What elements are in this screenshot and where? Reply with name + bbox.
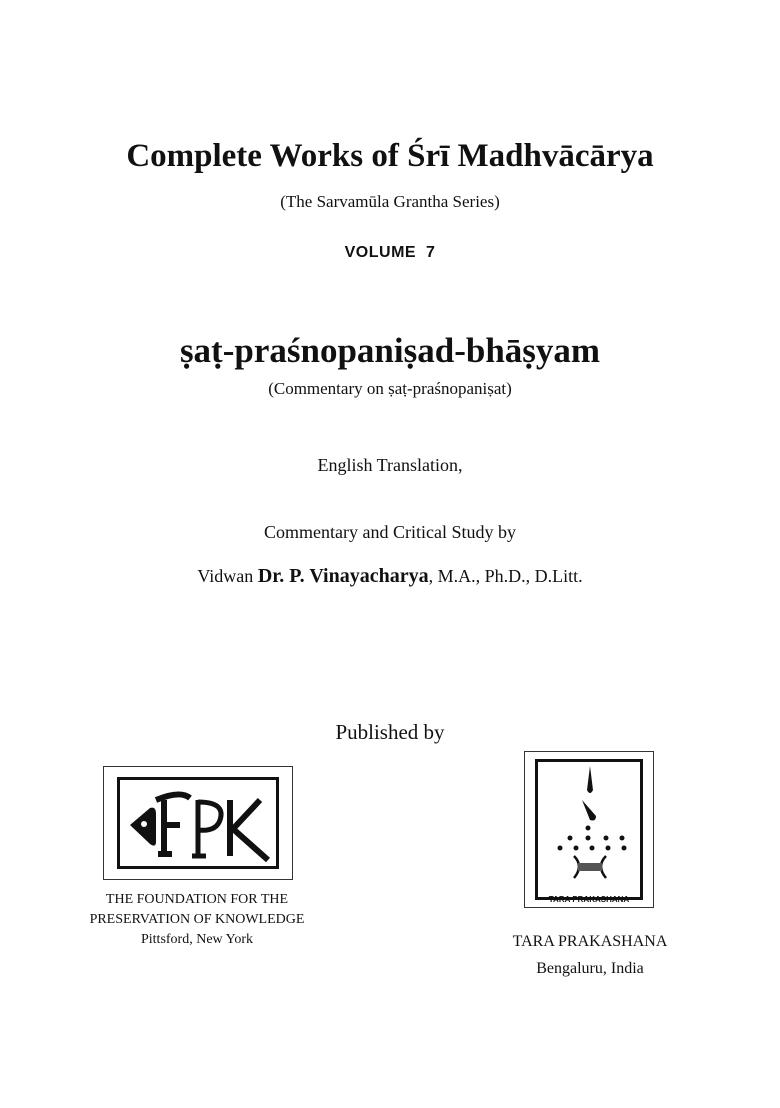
fpk-name-line-1: THE FOUNDATION FOR THE (105, 892, 289, 907)
fpk-name-line-2: PRESERVATION OF KNOWLEDGE (89, 912, 305, 927)
published-by-label: Published by (335, 720, 445, 744)
author-line (0, 565, 780, 588)
series-title: Complete Works of Śrī Madhvācārya (126, 138, 654, 174)
work-title: ṣaṭ-praśnopaniṣad-bhāṣyam (179, 331, 601, 370)
fpk-fish-icon (120, 780, 278, 868)
tara-name: TARA PRAKASHANA (512, 933, 668, 950)
tara-logo-label: TARA PRAKASHANA (548, 895, 630, 904)
credits-line-1: English Translation, (317, 455, 463, 475)
series-subtitle: (The Sarvamūla Grantha Series) (280, 192, 500, 211)
author-name: Dr. P. Vinayacharya (257, 565, 429, 587)
author-prefix: Vidwan (197, 566, 254, 586)
tara-info (440, 928, 740, 982)
fpk-location: Pittsford, New York (140, 932, 253, 947)
fpk-logo (103, 766, 293, 880)
credits-line-2: Commentary and Critical Study by (264, 522, 516, 542)
lamp-icon (538, 762, 642, 882)
work-subtitle: (Commentary on ṣaṭ-praśnopaniṣat) (268, 379, 512, 398)
fpk-info (47, 890, 347, 950)
tara-location: Bengaluru, India (536, 960, 644, 977)
volume-number: VOLUME 7 (344, 244, 436, 261)
tara-prakashana-logo (524, 751, 654, 908)
author-degrees: , M.A., Ph.D., D.Litt. (428, 566, 583, 586)
